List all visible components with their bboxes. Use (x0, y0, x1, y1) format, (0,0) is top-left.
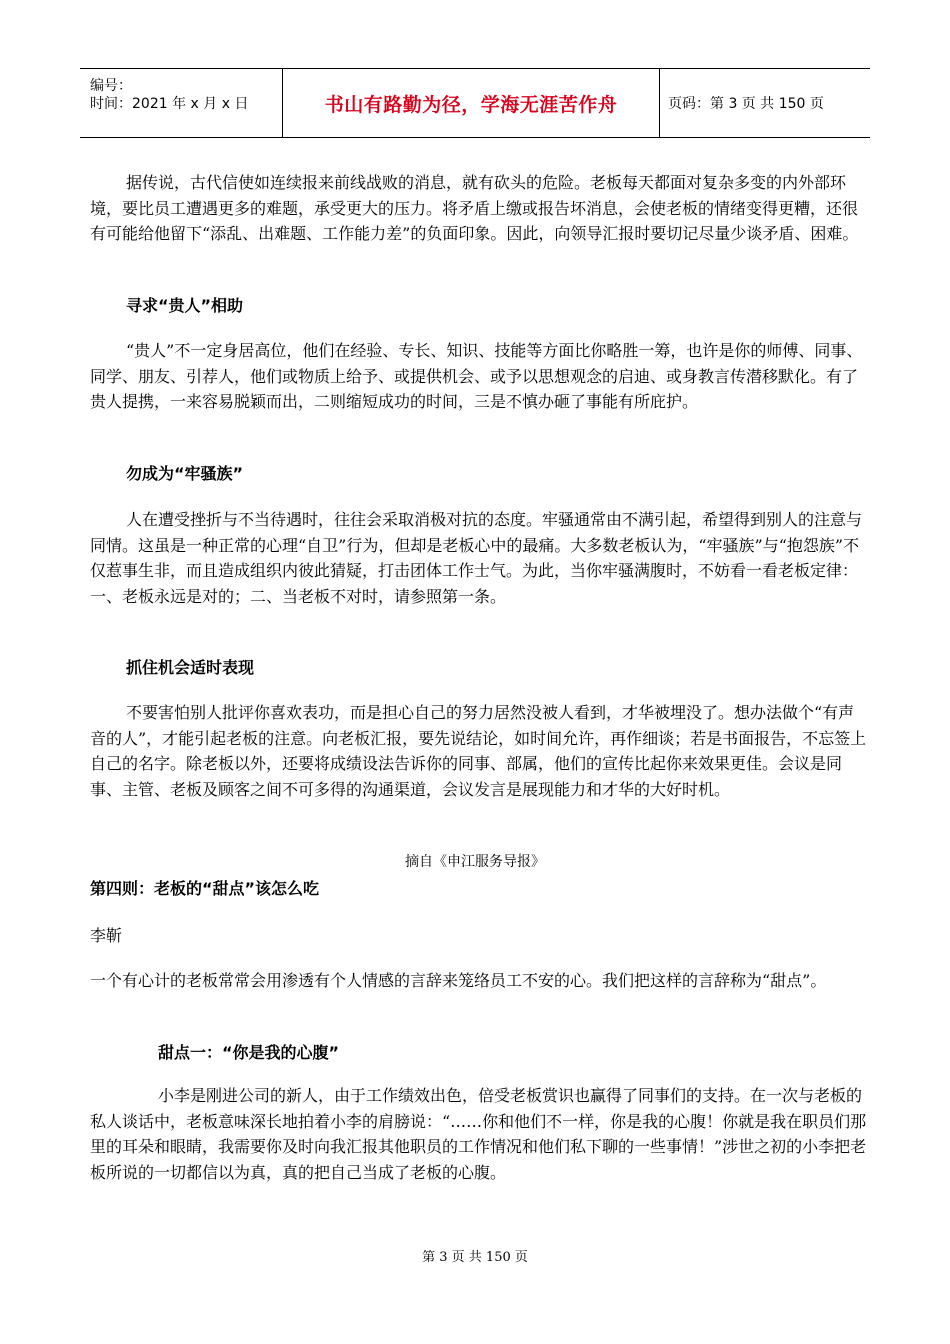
chapter-heading-four: 第四则：老板的“甜点”该怎么吃 (90, 879, 320, 898)
source-citation: 摘自《申江服务导报》 (405, 854, 545, 870)
document-time-label: 时间：2021 年 x 月 x 日 (90, 96, 249, 112)
author-name: 李靳 (90, 926, 123, 945)
paragraph-3: 人在遭受挫折与不当待遇时，往往会采取消极对抗的态度。牢骚通常由不满引起，希望得到别人的注意与同情。这虽是一种正常的心理“自卫”行为，但却是老板心中的最痛。大多数老板认为，“牢骚族”与“抱怨族”不仅惹事生非，而且造成组织内彼此猜疑，打击团体工作士气。为此，当你牢骚满腹时，不妨看一看老板定律：一、老板永远是对的；二、当老板不对时，请参照第一条。 (90, 510, 863, 606)
header-motto: 书山有路勤为径，学海无涯苦作舟 (324, 93, 618, 116)
paragraph-5: 一个有心计的老板常常会用渗透有个人情感的言辞来笼络员工不安的心。我们把这样的言辞称为“甜点”。 (90, 971, 827, 990)
header-meta-cell (80, 69, 283, 137)
paragraph-1: 据传说，古代信使如连续报来前线战败的消息，就有砍头的危险。老板每天都面对复杂多变的内外部环境，要比员工遭遇更多的难题，承受更大的压力。将矛盾上缴或报告坏消息，会使老板的情绪变得更糟，还很有可能给他留下“添乱、出难题、工作能力差”的负面印象。因此，向领导汇报时要切记尽量少谈矛盾、困难。 (90, 173, 859, 243)
page-header (80, 68, 870, 138)
section-heading-opportunity: 抓住机会适时表现 (126, 658, 255, 677)
document-number-label: 编号： (90, 78, 132, 94)
header-page-number: 页码：第 3 页 共 150 页 (668, 96, 824, 112)
paragraph-6: 小李是刚进公司的新人，由于工作绩效出色，倍受老板赏识也赢得了同事们的支持。在一次与老板的私人谈话中，老板意味深长地拍着小李的肩膀说：“……你和他们不一样，你是我的心腹！你就是我在职员们那里的耳朵和眼睛，我需要你及时向我汇报其他职员的工作情况和他们私下聊的一些事情！”涉世之初的小李把老板所说的一切都信以为真，真的把自己当成了老板的心腹。 (90, 1086, 867, 1182)
page-footer: 第 3 页 共 150 页 (422, 1250, 528, 1265)
section-heading-benefactor: 寻求“贵人”相助 (126, 296, 244, 315)
section-heading-complainers: 勿成为“牢骚族” (126, 464, 244, 483)
header-page-cell (660, 69, 870, 137)
header-motto-cell (283, 69, 660, 137)
paragraph-4: 不要害怕别人批评你喜欢表功，而是担心自己的努力居然没被人看到，才华被埋没了。想办法做个“有声音的人”，才能引起老板的注意。向老板汇报，要先说结论，如时间允许，再作细谈；若是书面报告，不忘签上自己的名字。除老板以外，还要将成绩设法告诉你的同事、部属，他们的宣传比起你来效果更佳。会议是同事、主管、老板及顾客之间不可多得的沟通渠道，会议发言是展现能力和才华的大好时机。 (90, 703, 867, 799)
section-heading-sweet-one: 甜点一：“你是我的心腹” (158, 1043, 340, 1062)
paragraph-2: “贵人”不一定身居高位，他们在经验、专长、知识、技能等方面比你略胜一筹，也许是你的师傅、同事、同学、朋友、引荐人，他们或物质上给予、或提供机会、或予以思想观念的启迪、或身教言传潜移默化。有了贵人提携，一来容易脱颖而出，二则缩短成功的时间，三是不慎办砸了事能有所庇护。 (90, 341, 863, 411)
